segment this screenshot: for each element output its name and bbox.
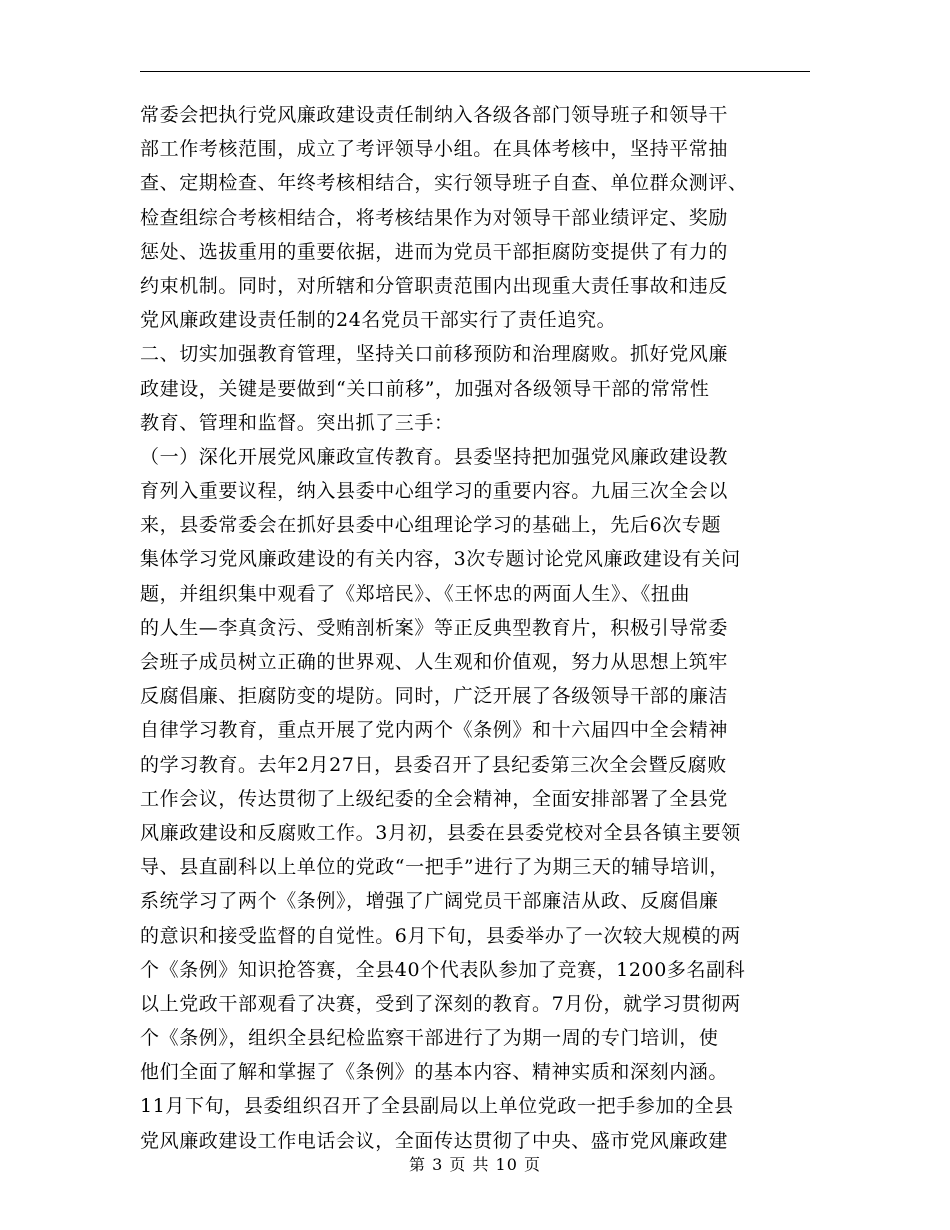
text-line: 题，并组织集中观看了《郑培民》、《王怀忠的两面人生》、《扭曲 bbox=[140, 582, 691, 605]
header-rule bbox=[140, 71, 810, 72]
subsection-heading-line: （一）深化开展党风廉政宣传教育。县委坚持把加强党风廉政建设教 bbox=[140, 445, 729, 468]
text-line: 导、县直副科以上单位的党政“一把手”进行了为期三天的辅导培训， bbox=[140, 856, 730, 879]
text-line: 工作会议，传达贯彻了上级纪委的全会精神，全面安排部署了全县党 bbox=[140, 787, 729, 810]
text-line: 个《条例》，组织全县纪检监察干部进行了为期一周的专门培训，使 bbox=[140, 1027, 719, 1050]
text-line: 11月下旬，县委组织召开了全县副局以上单位党政一把手参加的全县 bbox=[140, 1095, 734, 1118]
text-line: 部工作考核范围，成立了考评领导小组。在具体考核中，坚持平常抽 bbox=[140, 138, 729, 161]
text-line: 他们全面了解和掌握了《条例》的基本内容、精神实质和深刻内涵。 bbox=[140, 1061, 729, 1084]
text-line: 常委会把执行党风廉政建设责任制纳入各级各部门领导班子和领导干 bbox=[140, 104, 729, 126]
text-line: 会班子成员树立正确的世界观、人生观和价值观，努力从思想上筑牢 bbox=[140, 651, 729, 673]
text-line: 集体学习党风廉政建设的有关内容，3次专题讨论党风廉政建设有关问 bbox=[140, 548, 741, 571]
body-text bbox=[140, 98, 820, 1158]
section-heading-line: 二、切实加强教育管理，坚持关口前移预防和治理腐败。抓好党风廉 bbox=[140, 343, 729, 366]
text-line: 来，县委常委会在抓好县委中心组理论学习的基础上，先后6次专题 bbox=[140, 514, 722, 537]
text-line: 政建设，关键是要做到“关口前移”，加强对各级领导干部的常常性 bbox=[140, 377, 710, 400]
page-indicator: 第 3 页 共 10 页 bbox=[409, 1155, 541, 1174]
text-line: 以上党政干部观看了决赛，受到了深刻的教育。7月份，就学习贯彻两 bbox=[140, 992, 741, 1015]
text-line: 党风廉政建设工作电话会议，全面传达贯彻了中央、盛市党风廉政建 bbox=[140, 1129, 729, 1152]
text-line: 的意识和接受监督的自觉性。6月下旬，县委举办了一次较大规模的两 bbox=[140, 924, 741, 947]
text-line: 育列入重要议程，纳入县委中心组学习的重要内容。九届三次全会以 bbox=[140, 480, 729, 503]
text-line: 系统学习了两个《条例》，增强了广阔党员干部廉洁从政、反腐倡廉 bbox=[140, 890, 719, 913]
text-line: 反腐倡廉、拒腐防变的堤防。同时，广泛开展了各级领导干部的廉洁 bbox=[140, 685, 729, 708]
text-line: 查、定期检查、年终考核相结合，实行领导班子自查、单位群众测评、 bbox=[140, 172, 748, 195]
text-line: 检查组综合考核相结合，将考核结果作为对领导干部业绩评定、奖励 bbox=[140, 206, 729, 229]
text-line: 风廉政建设和反腐败工作。3月初，县委在县委党校对全县各镇主要领 bbox=[140, 821, 741, 844]
text-line: 的学习教育。去年2月27日，县委召开了县纪委第三次全会暨反腐败 bbox=[140, 753, 727, 776]
text-line: 的人生—李真贪污、受贿剖析案》等正反典型教育片，积极引导常委 bbox=[140, 616, 729, 639]
text-line: 约束机制。同时，对所辖和分管职责范围内出现重大责任事故和违反 bbox=[140, 274, 729, 297]
text-line: 党风廉政建设责任制的24名党员干部实行了责任追究。 bbox=[140, 309, 617, 332]
text-line: 惩处、选拔重用的重要依据，进而为党员干部拒腐防变提供了有力的 bbox=[140, 240, 729, 263]
text-line: 教育、管理和监督。突出抓了三手： bbox=[140, 411, 454, 434]
text-line: 自律学习教育，重点开展了党内两个《条例》和十六届四中全会精神 bbox=[140, 719, 729, 742]
text-line: 个《条例》知识抢答赛，全县40个代表队参加了竞赛，1200多名副科 bbox=[140, 958, 746, 981]
